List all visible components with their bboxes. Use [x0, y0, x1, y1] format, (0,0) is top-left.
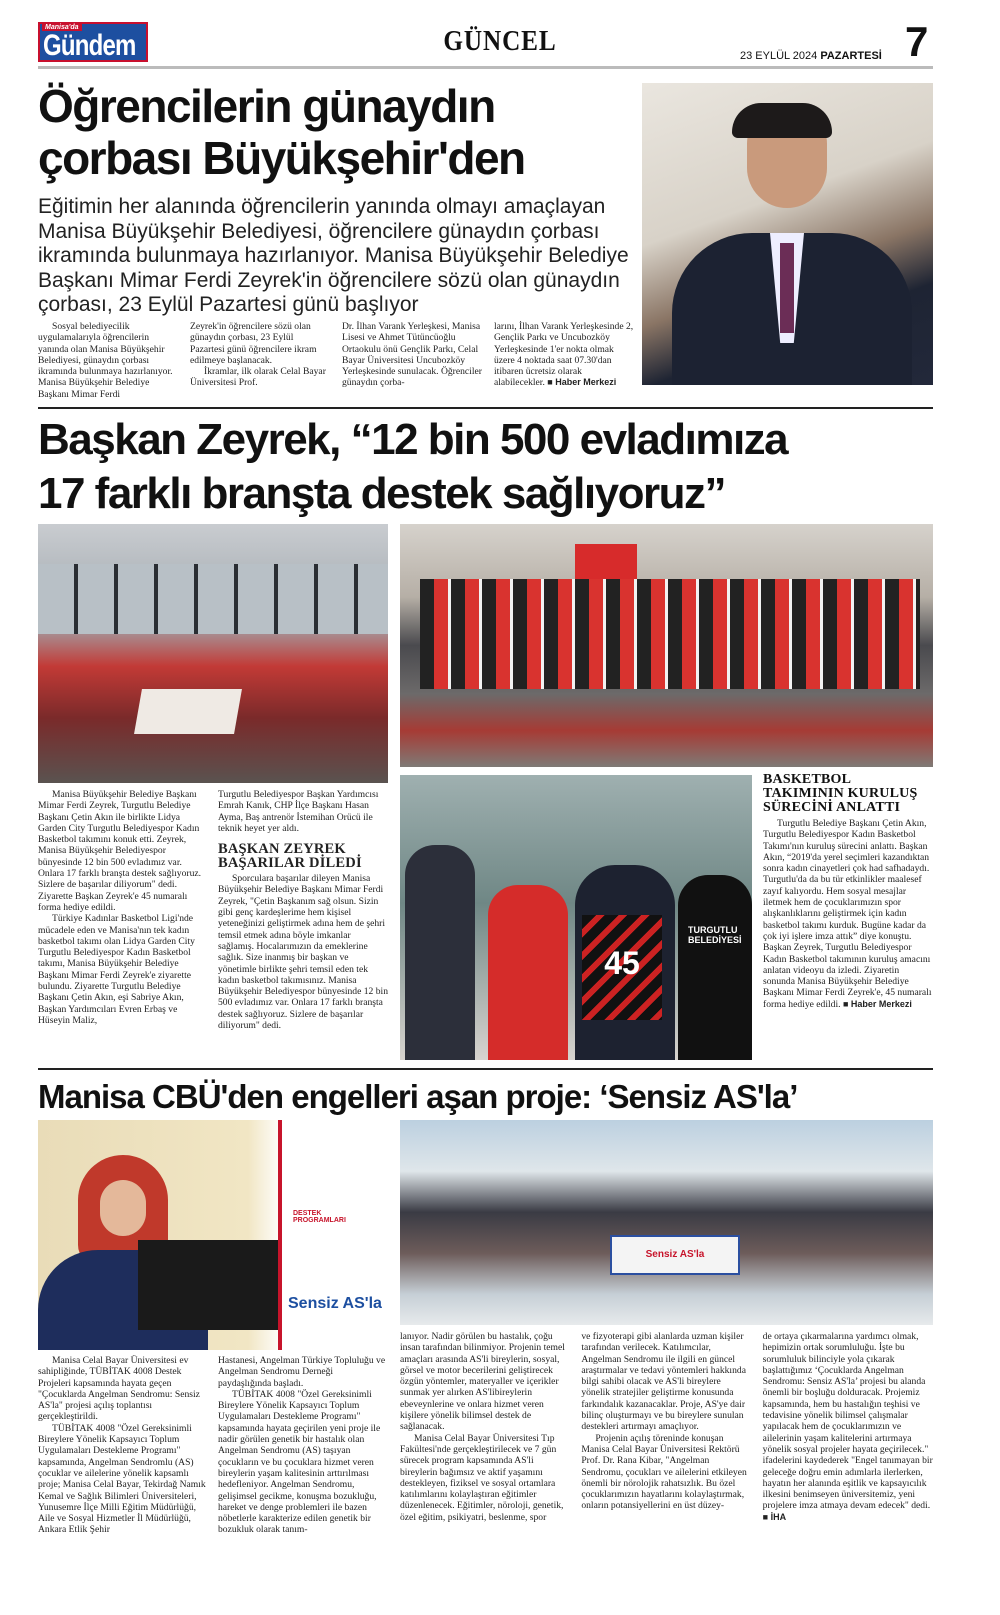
sidebar-subhead: BASKETBOL TAKIMININ KURULUŞ SÜRECİNİ ANLATTI	[763, 772, 918, 815]
issue-date: 23 EYLÜL 2024 PAZARTESİ	[740, 50, 882, 62]
article2-photo-team	[400, 524, 933, 767]
section-title: GÜNCEL	[443, 26, 557, 57]
article3-signature: ■ İHA	[762, 1511, 787, 1522]
article1-headline: Öğrencilerin günaydın çorbası Büyükşehir'den	[38, 80, 525, 184]
page-number: 7	[905, 18, 929, 65]
article3-photo-group	[400, 1120, 933, 1325]
article2-col1: Manisa Büyükşehir Belediye Başkanı Mimar Ferdi Zeyrek, Turgutlu Belediye Başkanı Çetin Akın ile birlikte Lidya Garden City Turgutlu Belediyespor Kadın Basketbol takımını konuk etti. Zeyrek, Manisa Büyükşehir Belediyespor bünyesinde 12 bin 500 evladımız var. Onlara 17 farklı branşta destek sağlıyoruz. Sizlere de başarılar diliyorum" dedi. Ziyarette Başkan Zeyrek'e 45 numaralı forma hediye edildi. Türkiye Kadınlar Basketbol Ligi'nde mücadele eden ve Manisa'nın tek kadın basketbol takımı olan Lidya Garden City Turgutlu Belediyespor Kadın Basketbol takımı, Manisa Büyükşehir Belediye Başkanı Mimar Ferdi Zeyrek'e ziyarette bulundu. Ziyarette Turgutlu Belediye Başkanı Çetin Akın, eşi Sabriye Akın, Başkan Yardımcıları Evren Erbaş ve Hüseyin Maliz,	[38, 789, 202, 1026]
article2-headline: Başkan Zeyrek, “12 bin 500 evladımıza 17 farklı branşta destek sağlıyoruz”	[38, 415, 788, 518]
article1-photo	[642, 83, 933, 385]
article2-subhead: BAŞKAN ZEYREK BAŞARILAR DİLEDİ	[218, 841, 362, 872]
article3-body-left: Manisa Celal Bayar Üniversitesi ev sahipliğinde, TÜBİTAK 4008 Destek Projeleri kapsamında hayata geçen "Çocuklarda Angelman Sendromu: Sensiz AS'la" projesi açılış toplantısı gerçekleştirildi. TÜBİTAK 4008 "Özel Gereksinimli Bireylere Yönelik Kapsayıcı Toplum Uygulamaları Destekleme Programı" kapsamında, Angelman Sendromlu (AS) çocuklar ve ailelerine yönelik kapsamlı proje; Manisa Celal Bayar, Tekirdağ Namık Kemal ve Sağlık Bilimleri Üniversiteleri, Yunusemre İlçe Milli Eğitim Müdürlüğü, Aile ve Sosyal Hizmetler İl Müdürlüğü, Ankara Etlik Şehir Hastanesi, Angelman Türkiye Topluluğu ve Angelman Sendromu Derneği paydaşlığında başladı. TÜBİTAK 4008 "Özel Gereksinimli Bireylere Yönelik Kapsayıcı Toplum Uygulamaları Destekleme Programı" kapsamında hayata geçirilen yeni proje ile nadir görülen genetik bir hastalık olan Angelman Sendromu (AS) taşıyan çocukların ve bu çocuklara hizmet veren bireylerin yaşam kalitesinin arttırılması hedefleniyor. Angelman Sendromu, gelişimsel gecikme, konuşma bozukluğu, hareket ve denge problemleri ile bazen nöbetlerle karakterize edilen genetik bir bozukluk olarak tanım-	[38, 1355, 386, 1536]
article-divider	[38, 1068, 933, 1070]
article3-body-right: lanıyor. Nadir görülen bu hastalık, çoğu insan tarafından bilinmiyor. Projenin temel amaçları arasında AS'li bireylerin, sosyal, görsel ve motor becerilerini geliştirecek özgün yöntemler, materyaller ve içerikler sunmak yer alırken AS'libireylerin ebeveynlerine ve onlara hizmet veren kişilere yönelik bilimsel destek de sağlanacak. Manisa Celal Bayar Üniversitesi Tıp Fakültesi'nde gerçekleştirilecek ve 7 gün sürecek program kapsamında AS'li bireylerin bağımsız ve aktif yaşamını destekleyen, fiziksel ve sosyal ortamlara katılımlarını kolaylaştıran eğitimler düzenlenecek. Eğitimler, nöroloji, genetik, özel eğitim, psikiyatri, beslenme, spor ve fizyoterapi gibi alanlarda uzman kişiler tarafından verilecek. Katılımcılar, Angelman Sendromu ile ilgili en güncel araştırmalar ve tedavi yöntemleri hakkında bilgi sahibi olacak ve AS'li bireylere yönelik stratejiler geliştirme konusunda farkındalık kazanacaklar. Proje, AS'ye dair bilinç oluşturmayı ve bu bireylere sunulan destekleri artırmayı amaçlıyor. Projenin açılış töreninde konuşan Manisa Celal Bayar Üniversitesi Rektörü Prof. Dr. Rana Kibar, "Angelman Sendromu, çocukları ve ailelerini etkileyen önemli bir nörolojik rahatsızlık. Bu özel çocuklarımızın hayatlarını kolaylaştırmak, onların potansiyellerini en üst düzey- de ortaya çıkarmalarına yardımcı olmak, hepimizin ortak sorumluluğu. İşte bu sorumluluk bilinciyle yola çıkarak başlattığımız ‘Çocuklarda Angelman Sendromu: Sensiz AS'la’ projesi bu alanda önemli bir boşluğu dolduracak. Projemiz kapsamında, hem bu hastalığın teşhisi ve tedavisine yönelik bilimsel çalışmalar yapılacak hem de çocuklarımızın ve ailelerinin yaşam kalitelerini artırmaya yönelik sosyal projeler hayata geçirilecek." ifadelerini kaydederek "Engel tanımayan bir geleceğe doğru emin adımlarla ilerlerken, hayatın her alanında eşitlik ve kapsayıcılık ilkesini benimseyen üniversitemiz, yeni projelere imza atmaya devam edecek" dedi. ■ İHA	[400, 1331, 933, 1523]
header-rule	[38, 66, 933, 69]
article1-body: Sosyal belediyecilik uygulamalarıyla öğrencilerin yanında olan Manisa Büyükşehir Belediyesi, günaydın çorbası ikramında bulunmaya hazırlanıyor. Manisa Büyükşehir Belediye Başkanı Mimar Ferdi Zeyrek'in öğrencilere sözü olan günaydın çorbası, 23 Eylül Pazartesi günü öğrencilere ikram edilmeye başlanacak. İkramlar, ilk olarak Celal Bayar Üniversitesi Prof. Dr. İlhan Varank Yerleşkesi, Manisa Lisesi ve Ahmet Tütüncüoğlu Ortaokulu önü Gençlik Parkı, Celal Bayar Üniversitesi Uncubozköy Yerleşkesinde sunulacak. Öğrenciler günaydın çorba- larını, İlhan Varank Yerleşkesinde 2, Gençlik Parkı ve Uncubozköy Yerleşkesinde 1'er nokta olmak üzere 4 noktada saat 07.30'dan itibaren ücretsiz olarak alabilecekler. ■ Haber Merkezi	[38, 321, 634, 400]
shirt-text: TURGUTLU BELEDİYESİ	[688, 925, 742, 945]
jersey: 45	[582, 915, 662, 1020]
banner-text: Sensiz AS'la	[288, 1295, 382, 1312]
article1-deck: Eğitimin her alanında öğrencilerin yanında olmayı amaçlayan Manisa Büyükşehir Belediyesi, öğrencilere günaydın çorbası ikramında bulunmaya hazırlanıyor. Manisa Büyükşehir Belediye Başkanı Mimar Ferdi Zeyrek'in öğrencilere sözü olan günaydın çorbası, 23 Eylül Pazartesi günü başlıyor	[38, 195, 629, 316]
article-divider	[38, 407, 933, 409]
article3-headline: Manisa CBÜ'den engelleri aşan proje: ‘Sensiz AS'la’	[38, 1078, 798, 1115]
article2-sidebar: BASKETBOL TAKIMININ KURULUŞ SÜRECİNİ ANLATTI Turgutlu Belediye Başkanı Çetin Akın, Turgutlu Belediyespor Kadın Basketbol Takımı'nın kuruluş sürecini anlattı. Başkan Akın, “2019'da yerel seçimleri kazandıktan sonra kadın cinayetleri çok had safhadaydı. Turgutlu'da da bu tür etkinlikler maalesef zayıf kalıyordu. Hem sosyal mesajlar iletmek hem de çocuklarımızın spor alışkanlıklarını geliştirmek için kadın basketbol takımı kurduk. Bugüne kadar da çok iyi işlere imza attık” diye konuştu. Başkan Zeyrek, Turgutlu Belediyespor Kadın Basketbol takımının kuruluş amacını anlatan videoyu da izledi. Ziyaretin sonunda Manisa Büyükşehir Belediye Başkanı Mimar Ferdi Zeyrek'e, 45 numaralı forma hediye edildi. ■ Haber Merkezi	[763, 772, 932, 1010]
group-banner: Sensiz AS'la	[610, 1235, 740, 1275]
banner-sub: DESTEK PROGRAMLARI	[293, 1210, 346, 1224]
article3-photo-speaker	[38, 1120, 388, 1350]
article2-col2: Turgutlu Belediyespor Başkan Yardımcısı Emrah Kanık, CHP İlçe Başkanı Hasan Ayma, Baş antrenör İstemihan Orücü ile teknik heyet yer aldı. BAŞKAN ZEYREK BAŞARILAR DİLEDİ Sporculara başarılar dileyen Manisa Büyükşehir Belediye Başkanı Mimar Ferdi Zeyrek, "Çetin Başkanım sağ olsun. Sizin gibi genç kardeşlerime hem kişisel yeteneğinizi geliştirmek adına hem de şehri temsil etmek adına böyle imkanlar sağlamış. Hocalarımızın da emeklerine sağlık. Size inanmış bir başkan ve yönetimle birlikte şehri temsil eden tek kadın basketbol takımısınız. Manisa Büyükşehir Belediyespor bünyesinde 12 bin 500 evladımız var. Onlara 17 farklı branşta destek sağlıyoruz. Sizlere de başarılar diliyorum" dedi.	[218, 789, 388, 1032]
article1-signature: ■ Haber Merkezi	[547, 377, 617, 388]
article2-photo-meeting	[38, 524, 388, 783]
newspaper-logo: Manisa'da Gündem	[38, 22, 148, 62]
article2-signature: ■ Haber Merkezi	[842, 998, 912, 1009]
article2-photo-jersey	[400, 775, 752, 1060]
